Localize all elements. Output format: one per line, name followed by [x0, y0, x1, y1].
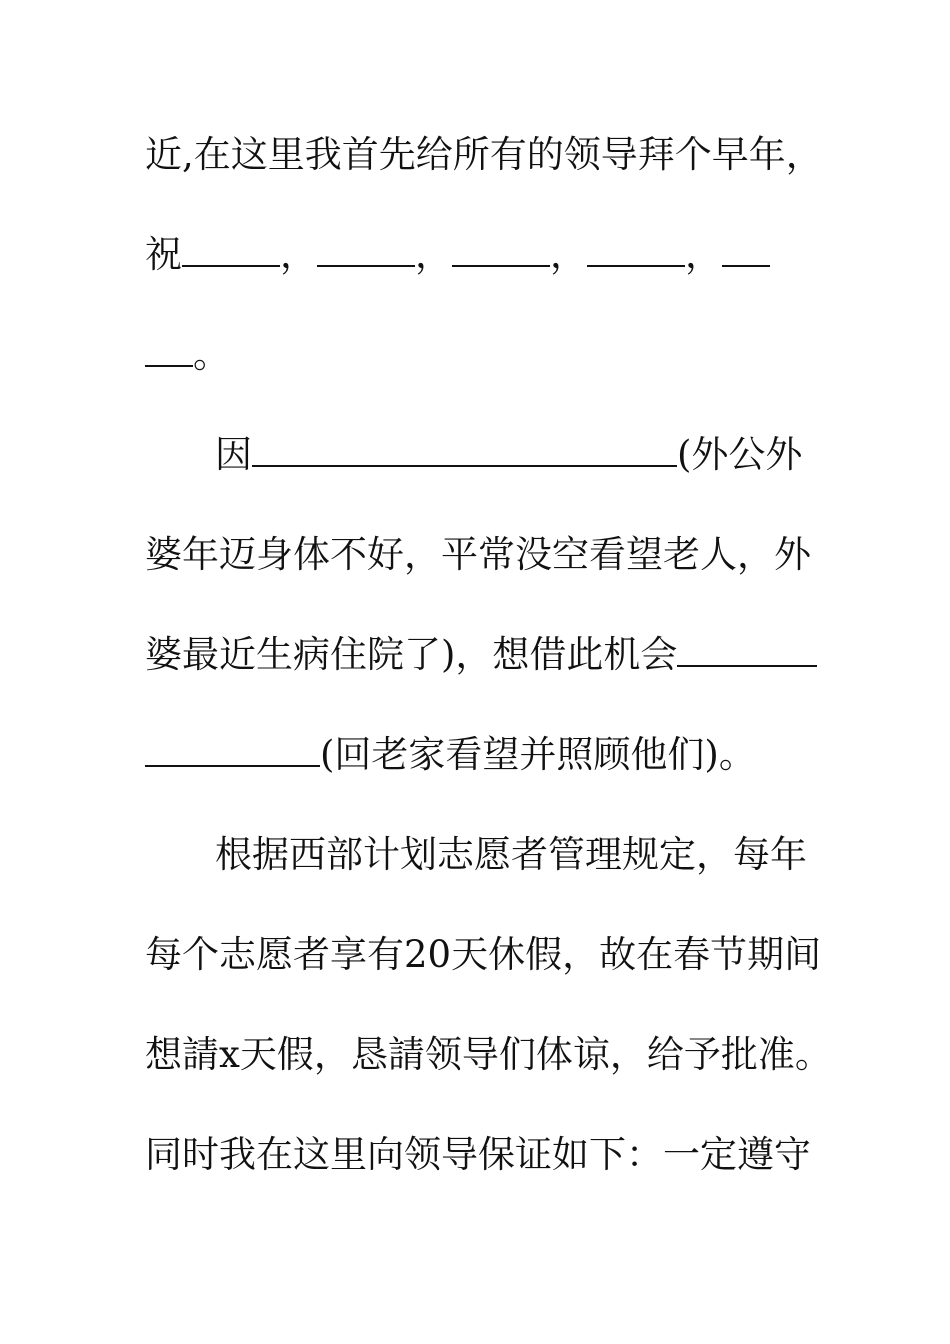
paragraph-line [145, 133, 823, 177]
paragraph-line [145, 933, 822, 977]
line-text: (回老家看望并照顾他们)。 [320, 733, 756, 776]
line-text: 因 [215, 433, 252, 476]
line-text: 每个志愿者享有20天休假，故在春节期间 [145, 933, 822, 976]
fill-in-blank[interactable] [317, 235, 415, 267]
line-text: (外公外 [677, 433, 803, 476]
separator: ， [550, 233, 587, 276]
paragraph-line [145, 1133, 811, 1177]
fill-in-blank[interactable] [452, 235, 550, 267]
line-text: 婆年迈身体不好，平常没空看望老人，外 [145, 533, 811, 576]
line-text: 祝 [145, 233, 182, 276]
separator: ， [280, 233, 317, 276]
fill-in-blank[interactable] [677, 635, 817, 667]
paragraph-line [145, 533, 811, 577]
paragraph-line [145, 633, 805, 677]
fill-in-blank[interactable] [145, 335, 193, 367]
line-text: 同时我在这里向领导保证如下：一定遵守 [145, 1133, 811, 1176]
paragraph-line [215, 833, 805, 877]
line-text: 近,在这里我首先给所有的领导拜个早年， [145, 133, 823, 176]
line-text: 。 [193, 333, 230, 376]
separator: ， [415, 233, 452, 276]
blessing-line [145, 233, 805, 277]
fill-in-blank[interactable] [252, 435, 677, 467]
fill-in-blank[interactable] [145, 735, 320, 767]
line-text: 婆最近生病住院了)，想借此机会 [145, 633, 678, 676]
paragraph-line [145, 333, 805, 377]
fill-in-blank[interactable] [722, 235, 770, 267]
fill-in-blank[interactable] [182, 235, 280, 267]
paragraph-line [145, 1033, 832, 1077]
paragraph-line [145, 733, 805, 777]
line-text: 根据西部计划志愿者管理规定，每年 [215, 833, 807, 876]
separator: ， [685, 233, 722, 276]
line-text: 想請x天假，恳請领导们体谅，给予批准。 [145, 1033, 832, 1076]
reason-line [215, 433, 805, 477]
fill-in-blank[interactable] [587, 235, 685, 267]
